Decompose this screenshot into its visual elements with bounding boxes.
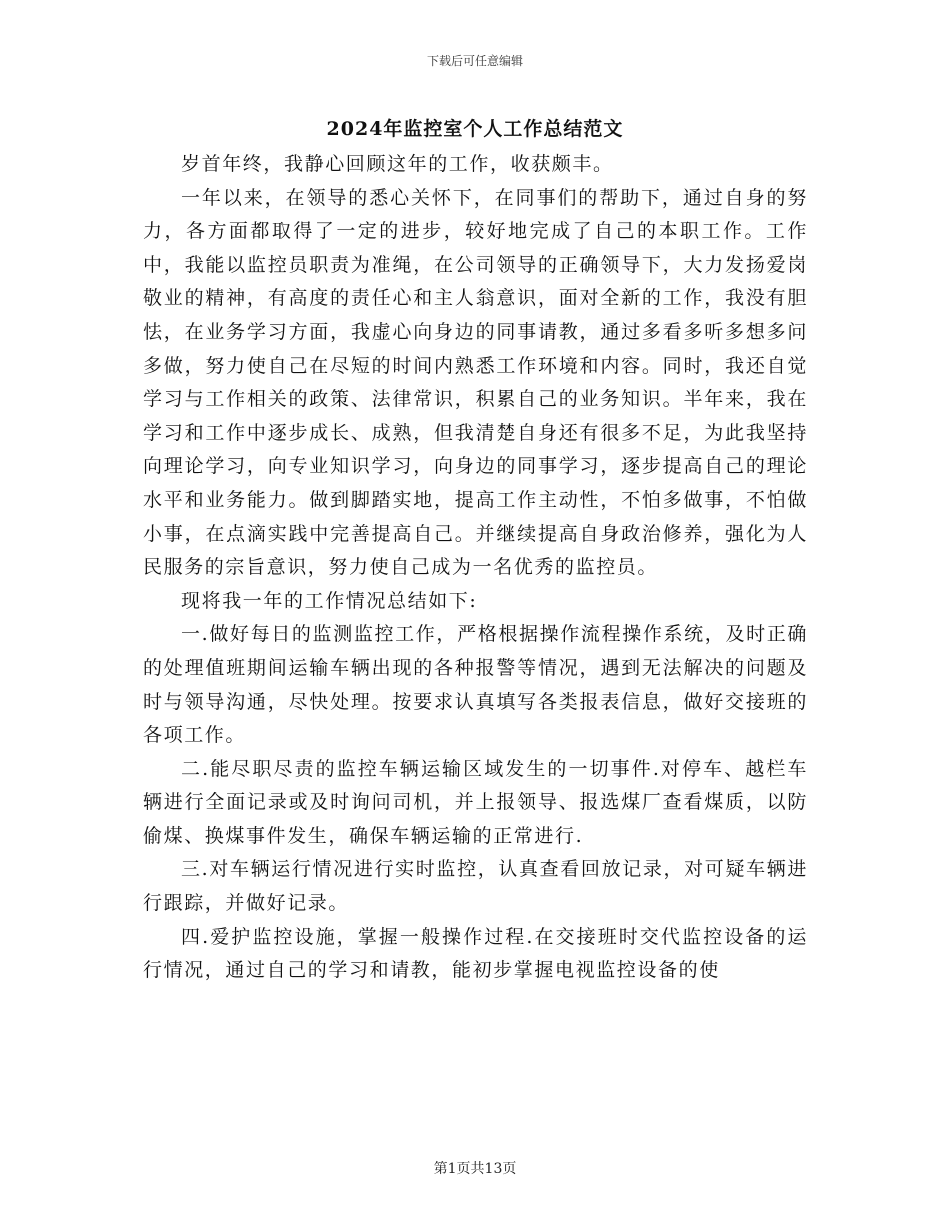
document-body <box>143 148 808 988</box>
paragraph-intro: 岁首年终，我静心回顾这年的工作，收获颇丰。 <box>181 153 614 175</box>
paragraph-overview: 一年以来，在领导的悉心关怀下，在同事们的帮助下，通过自身的努力，各方面都取得了一定的进步，较好地完成了自己的本职工作。工作中，我能以监控员职责为准绳，在公司领导的正确领导下，大力发扬爱岗敬业的精神，有高度的责任心和主人翁意识，面对全新的工作，我没有胆怯，在业务学习方面，我虚心向身边的同事请教，通过多看多听多想多问多做，努力使自己在尽短的时间内熟悉工作环境和内容。同时，我还自觉学习与工作相关的政策、法律常识，积累自己的业务知识。半年来，我在学习和工作中逐步成长、成熟，但我清楚自身还有很多不足，为此我坚持向理论学习，向专业知识学习，向身边的同事学习，逐步提高自己的理论水平和业务能力。做到脚踏实地，提高工作主动性，不怕多做事，不怕做小事，在点滴实践中完善提高自己。并继续提高自身政治修养，强化为人民服务的宗旨意识，努力使自己成为一名优秀的监控员。 <box>143 186 808 579</box>
paragraph-item-2: 二.能尽职尽责的监控车辆运输区域发生的一切事件.对停车、越栏车辆进行全面记录或及时询问司机，并上报领导、报选煤厂查看煤质，以防偷煤、换煤事件发生，确保车辆运输的正常进行. <box>143 757 808 847</box>
paragraph-item-4: 四.爱护监控设施，掌握一般操作过程.在交接班时交代监控设备的运行情况，通过自己的学习和请教，能初步掌握电视监控设备的使 <box>143 925 808 982</box>
paragraph-item-1: 一.做好每日的监测监控工作，严格根据操作流程操作系统，及时正确的处理值班期间运输车辆出现的各种报警等情况，遇到无法解决的问题及时与领导沟通，尽快处理。按要求认真填写各类报表信息，做好交接班的各项工作。 <box>143 623 808 747</box>
document-title: 2024年监控室个人工作总结范文 <box>326 118 624 140</box>
page-header-note: 下载后可任意编辑 <box>426 54 523 68</box>
page-number-footer: 第1页共13页 <box>433 1161 517 1177</box>
paragraph-summary-lead: 现将我一年的工作情况总结如下: <box>181 589 478 612</box>
paragraph-item-3: 三.对车辆运行情况进行实时监控，认真查看回放记录，对可疑车辆进行跟踪，并做好记录。 <box>143 858 808 915</box>
